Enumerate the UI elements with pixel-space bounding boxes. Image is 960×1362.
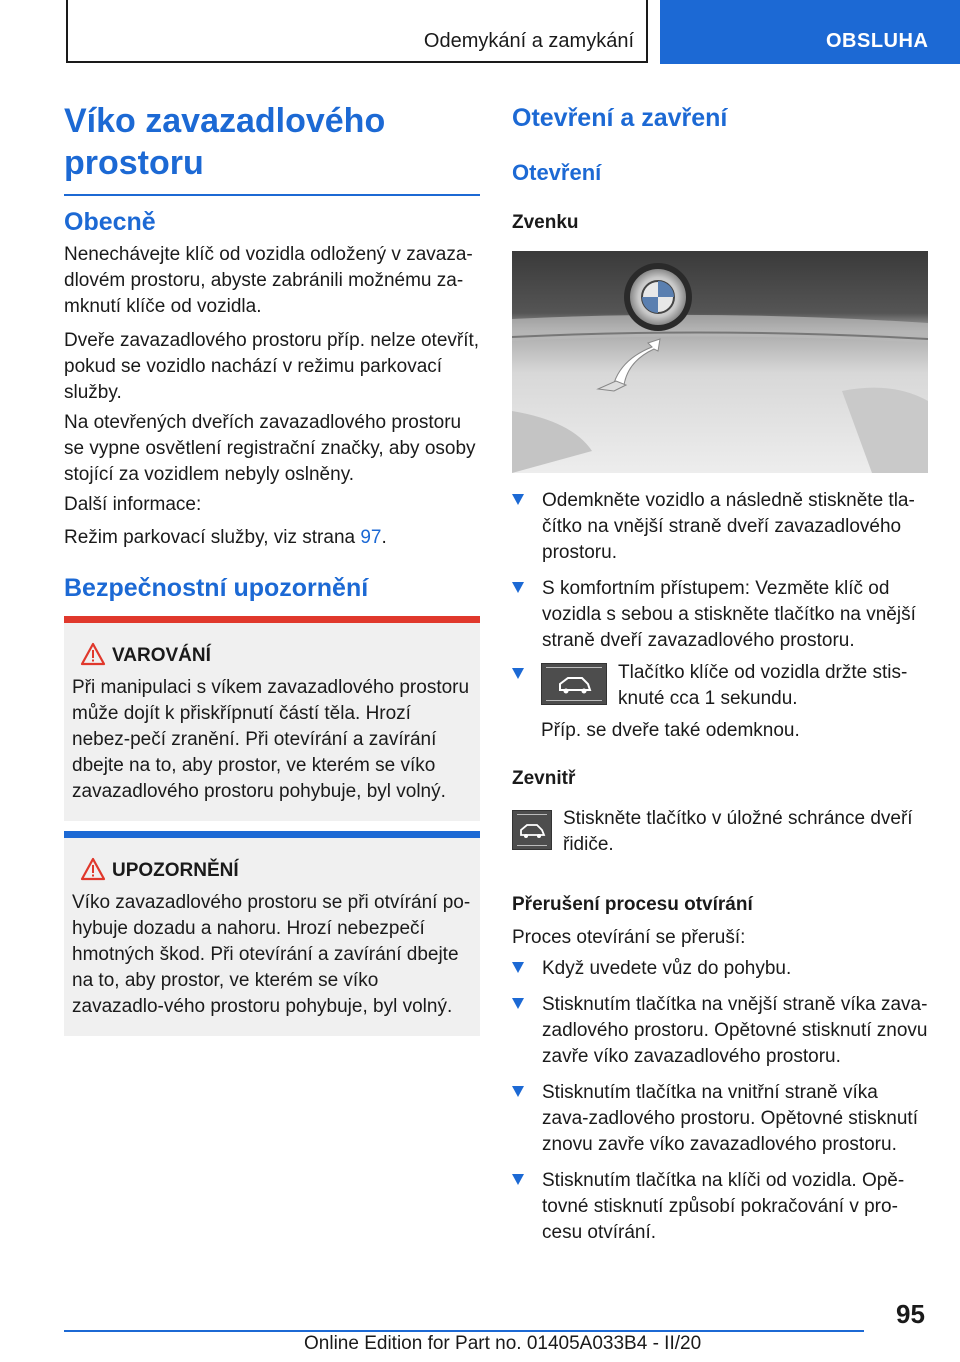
chapter-title: Odemykání a zamykání bbox=[423, 30, 634, 52]
section-label: OBSLUHA bbox=[826, 30, 929, 52]
notice-title: UPOZORNĚNÍ bbox=[112, 860, 239, 881]
warning-title-row bbox=[72, 645, 472, 667]
door-trunk-button-icon bbox=[512, 810, 552, 850]
paragraph-5 bbox=[64, 525, 480, 551]
warning-body: Při manipulaci s víkem zavazadlového prostoru může dojít k přiskřípnutí částí těla. Hrozí nebez-pečí zranění. Při otevírání a zavírání dbejte na to, aby prostor, ve kterém se víko zavazadlového prostoru pohybuje, byl volný. bbox=[72, 677, 470, 802]
paragraph-5-text: Režim parkovací služby, viz strana bbox=[64, 527, 361, 548]
header-chapter-box bbox=[66, 0, 648, 63]
warning-title: VAROVÁNÍ bbox=[112, 645, 211, 666]
list-item: Odemkněte vozidlo a následně stiskněte tla-čítko na vnější straně dveří zavazadlového prostoru. bbox=[512, 488, 928, 566]
interrupt-intro: Proces otevírání se přeruší: bbox=[512, 927, 746, 948]
paragraph-5-end: . bbox=[381, 527, 387, 548]
key-note: Příp. se dveře také odemknou. bbox=[541, 720, 800, 741]
bullet-triangle-icon bbox=[512, 1086, 524, 1097]
list-item: Když uvedete vůz do pohybu. bbox=[512, 956, 928, 982]
list-item: Stisknutím tlačítka na klíči od vozidla. Opě-tovné stisknutí způsobí pokračování v pro-cesu otvírání. bbox=[512, 1168, 928, 1246]
warning-triangle-icon bbox=[80, 642, 106, 672]
bullet-triangle-icon bbox=[512, 668, 524, 679]
notice-triangle-icon bbox=[80, 857, 106, 887]
interrupt-list bbox=[512, 956, 928, 1256]
paragraph-2: Dveře zavazadlového prostoru příp. nelze otevřít, pokud se vozidlo nachází v režimu parkovací služby. bbox=[64, 330, 480, 403]
list-item: Stisknutím tlačítka na vnitřní straně víka zava-zadlového prostoru. Opětovné stisknutí znovu zavře víko zavazadlového prostoru. bbox=[512, 1080, 928, 1158]
opening-subheading: Otevření bbox=[512, 160, 602, 185]
interrupt-heading: Přerušení procesu otvírání bbox=[512, 894, 753, 915]
key-trunk-button-icon bbox=[541, 663, 607, 705]
bullet-triangle-icon bbox=[512, 962, 524, 973]
bullet-triangle-icon bbox=[512, 494, 524, 505]
bullet-triangle-icon bbox=[512, 582, 524, 593]
outside-heading: Zvenku bbox=[512, 212, 579, 233]
notice-box bbox=[64, 831, 480, 1036]
paragraph-1: Nenechávejte klíč od vozidla odložený v zavaza-dlovém prostoru, abyste zabránili možnému za-mknutí klíče od vozidla. bbox=[64, 244, 473, 317]
section-tab bbox=[660, 0, 960, 64]
warning-box bbox=[64, 616, 480, 821]
list-item: S komfortním přístupem: Vezměte klíč od vozidla s sebou a stiskněte tlačítko na vnější straně dveří zavazadlového prostoru. bbox=[512, 576, 928, 654]
inside-heading: Zevnitř bbox=[512, 768, 576, 789]
bullet-triangle-icon bbox=[512, 1174, 524, 1185]
list-item: Stisknutím tlačítka na vnější straně víka zava-zadlového prostoru. Opětovné stisknutí znovu zavře víko zavazadlového prostoru. bbox=[512, 992, 928, 1070]
paragraph-3: Na otevřených dveřích zavazadlového prostoru se vypne osvětlení registrační značky, aby osoby stojící za vozidlem nebyly oslněny. bbox=[64, 412, 476, 485]
general-heading: Obecně bbox=[64, 208, 156, 236]
page-link-97[interactable]: 97 bbox=[360, 527, 382, 548]
open-close-heading: Otevření a zavření bbox=[512, 104, 728, 132]
footer-edition: Online Edition for Part no. 01405A033B4 - II/20 bbox=[304, 1333, 702, 1354]
bullet-triangle-icon bbox=[512, 998, 524, 1009]
notice-body: Víko zavazadlového prostoru se při otvírání po-hybuje dozadu a nahoru. Hrozí nebezpečí hmotných škod. Při otevírání a zavírání dbejte na to, aby prostor, ve kterém se víko zavazadlo-vého prostoru pohybuje, byl volný. bbox=[72, 892, 471, 1017]
footer-divider bbox=[64, 1330, 864, 1332]
trunk-button-photo bbox=[512, 251, 928, 473]
page-title: Víko zavazadlového prostoru bbox=[64, 100, 480, 196]
outside-steps-list bbox=[512, 488, 928, 664]
notice-title-row bbox=[72, 860, 472, 882]
safety-heading: Bezpečnostní upozornění bbox=[64, 574, 369, 602]
paragraph-4: Další informace: bbox=[64, 494, 202, 515]
key-item-text: Tlačítko klíče od vozidla držte stis-knuté cca 1 sekundu. bbox=[618, 662, 908, 709]
page-number: 95 bbox=[896, 1299, 925, 1329]
inside-text: Stiskněte tlačítko v úložné schránce dveří řidiče. bbox=[563, 808, 913, 855]
